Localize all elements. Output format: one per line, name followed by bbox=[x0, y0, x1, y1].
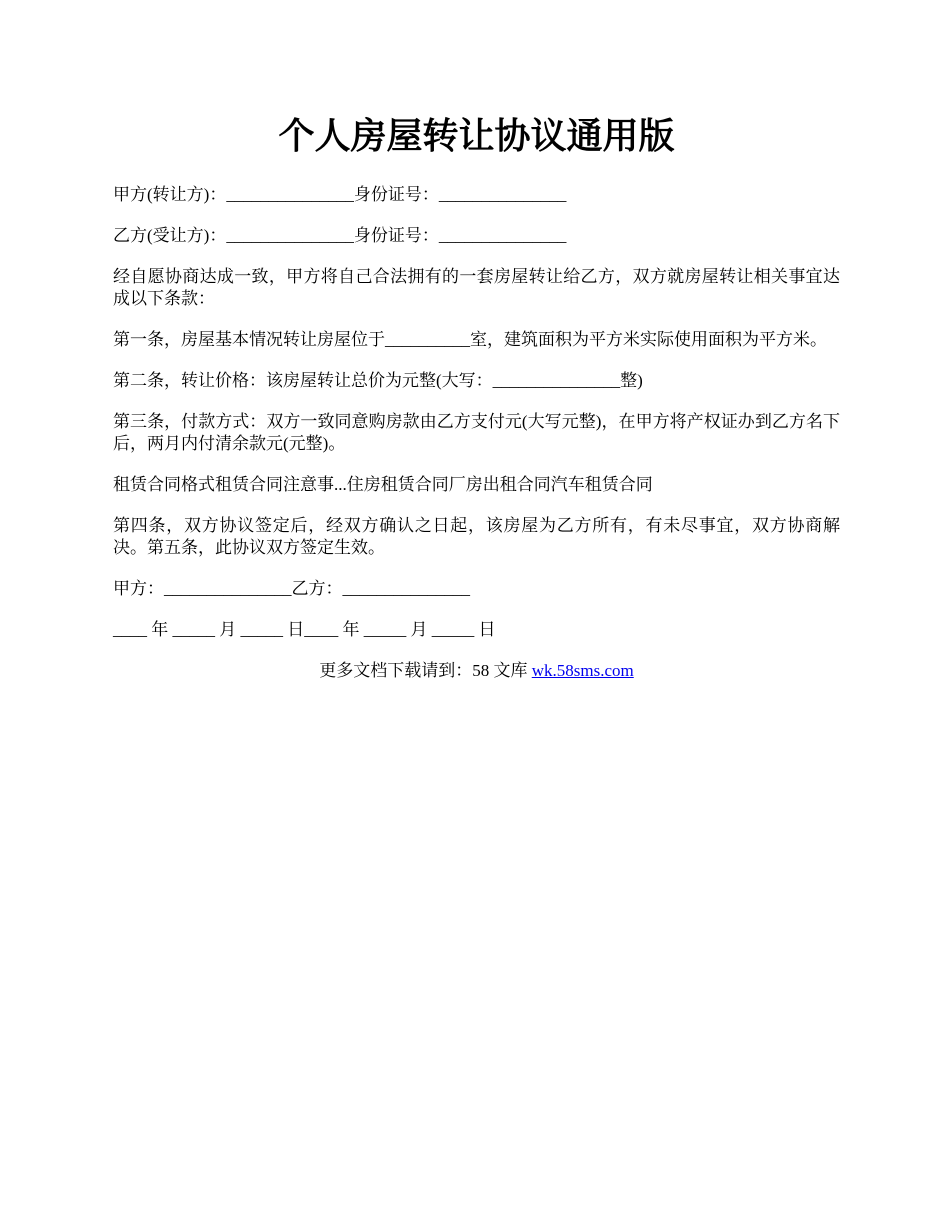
article-2: 第二条，转让价格：该房屋转让总价为元整(大写：_______________整) bbox=[113, 371, 643, 390]
document-title: 个人房屋转让协议通用版 bbox=[278, 116, 675, 156]
party-b-line: 乙方(受让方)：_______________身份证号：_______________ bbox=[113, 226, 567, 245]
article-4-5: 第四条，双方协议签定后，经双方确认之日起，该房屋为乙方所有，有未尽事宜，双方协商解决。第五条，此协议双方签定生效。 bbox=[113, 516, 840, 557]
signature-line: 甲方：_______________乙方：_______________ bbox=[113, 579, 470, 598]
footer-link[interactable]: wk.58sms.com bbox=[531, 661, 634, 680]
article-3: 第三条，付款方式：双方一致同意购房款由乙方支付元(大写元整)，在甲方将产权证办到乙方名下后，两月内付清余款元(元整)。 bbox=[113, 412, 840, 453]
date-line: ____ 年 _____ 月 _____ 日____ 年 _____ 月 _____ 日 bbox=[113, 620, 496, 639]
intro-paragraph: 经自愿协商达成一致，甲方将自己合法拥有的一套房屋转让给乙方，双方就房屋转让相关事宜达成以下条款： bbox=[113, 267, 840, 308]
footer bbox=[113, 660, 840, 682]
document-page bbox=[113, 110, 840, 701]
related-contracts: 租赁合同格式租赁合同注意事...住房租赁合同厂房出租合同汽车租赁合同 bbox=[113, 475, 653, 494]
party-a-line: 甲方(转让方)：_______________身份证号：_______________ bbox=[113, 185, 567, 204]
article-1: 第一条，房屋基本情况转让房屋位于__________室，建筑面积为平方米实际使用面积为平方米。 bbox=[113, 330, 827, 349]
footer-text: 更多文档下载请到：58 文库 bbox=[319, 661, 532, 680]
